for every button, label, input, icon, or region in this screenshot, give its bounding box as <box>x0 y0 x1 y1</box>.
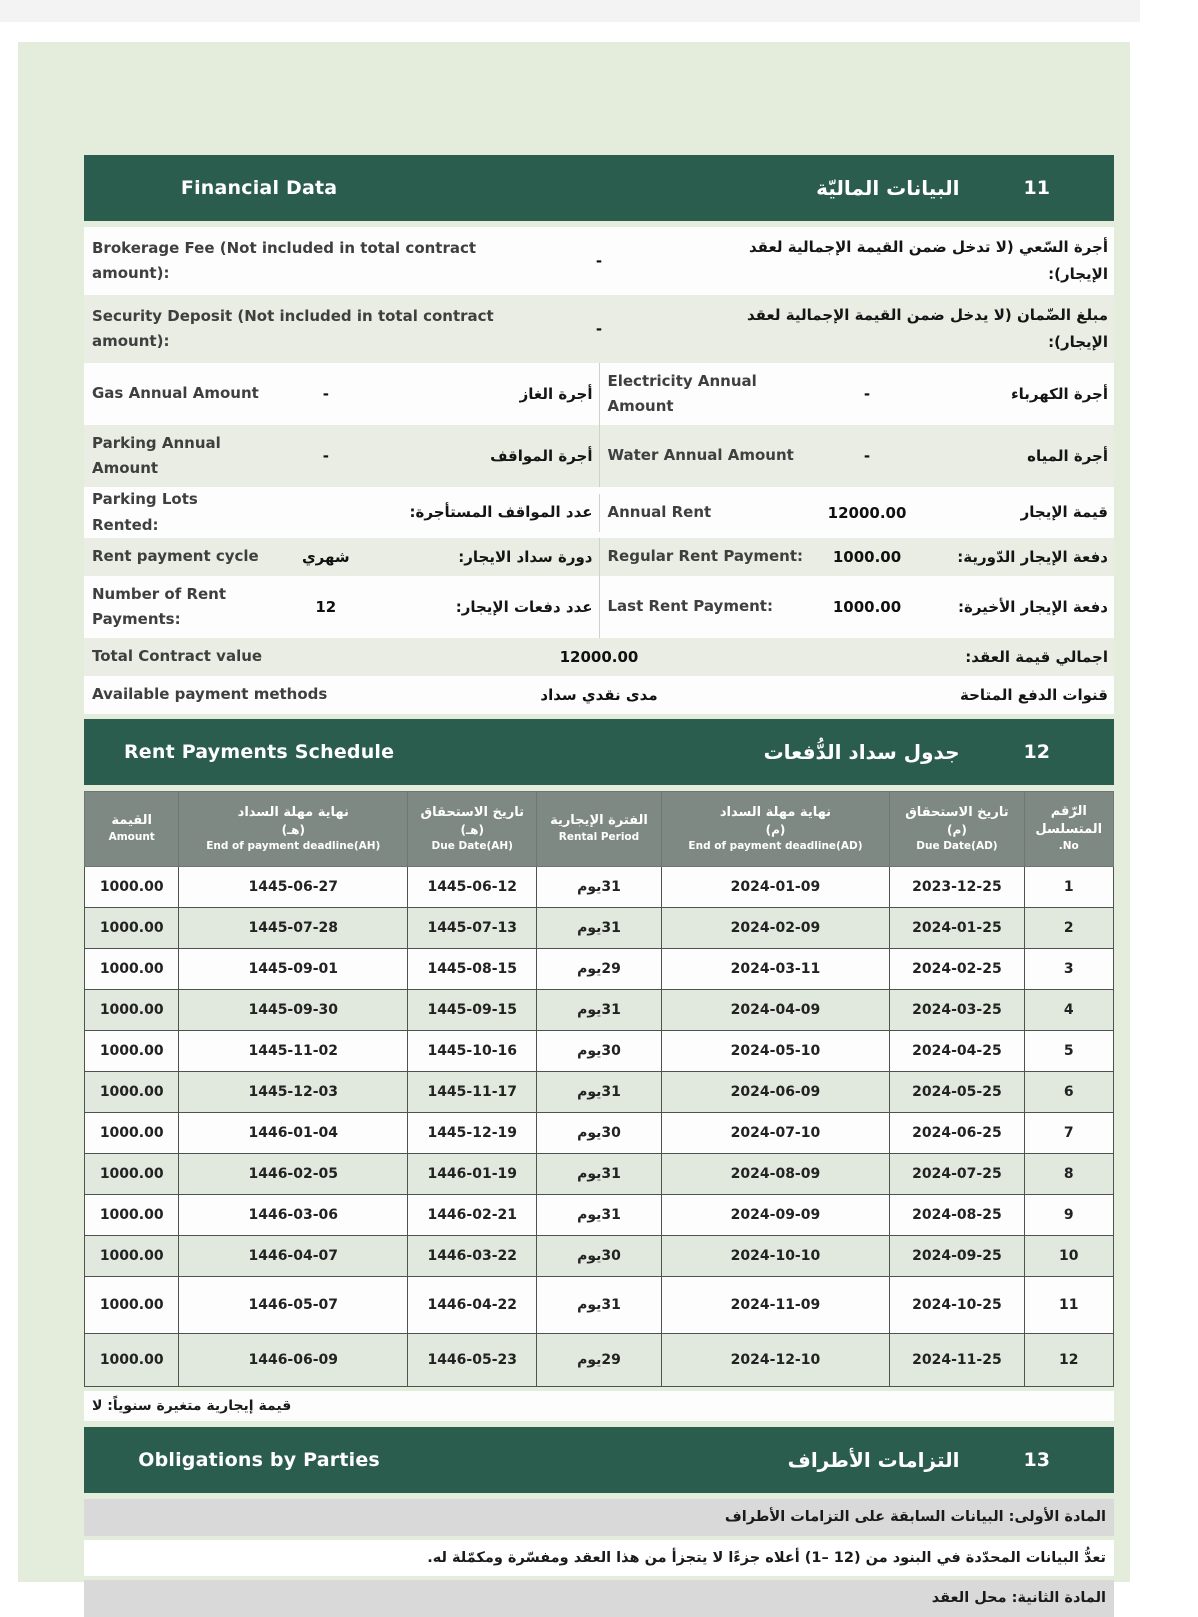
row-half-right <box>599 538 1115 576</box>
rent-payments-table <box>84 791 1114 1387</box>
deadline-ad-cell: 2024-06-09 <box>661 1072 890 1113</box>
column-header-ar: الرّقم المتسلسل <box>1035 803 1103 838</box>
amount-cell: 1000.00 <box>85 908 179 949</box>
field-value: - <box>595 252 603 270</box>
amount-cell: 1000.00 <box>85 1277 179 1334</box>
field-label-en: Water Annual Amount <box>607 446 794 465</box>
deadline-ad-cell: 2024-04-09 <box>661 990 890 1031</box>
rental-period-cell: 31يوم <box>537 1154 661 1195</box>
section-number: 13 <box>1023 1449 1050 1471</box>
table-column-header <box>408 792 537 867</box>
table-column-header <box>85 792 179 867</box>
payment-row <box>85 908 1114 949</box>
serial-no-cell: 10 <box>1024 1236 1113 1277</box>
field-label-ar: أجرة السّعي (لا تدخل ضمن القيمة الإجمالية لعقد الإيجار): <box>748 238 1108 283</box>
deadline-ah-cell: 1445-12-03 <box>179 1072 408 1113</box>
row-half-left <box>84 363 599 425</box>
field-label-en: Gas Annual Amount <box>92 384 259 403</box>
serial-no-cell: 6 <box>1024 1072 1113 1113</box>
section-title-ar: البيانات الماليّة <box>816 176 960 200</box>
row-half-right <box>599 363 1115 425</box>
rental-period-cell: 31يوم <box>537 1072 661 1113</box>
field-value: 1000.00 <box>832 548 902 566</box>
amount-cell: 1000.00 <box>85 1334 179 1387</box>
deadline-ah-cell: 1446-01-04 <box>179 1113 408 1154</box>
financial-data-rows <box>84 227 1114 714</box>
column-header-en: Due Date(AH) <box>431 839 513 852</box>
amount-cell: 1000.00 <box>85 1031 179 1072</box>
deadline-ah-cell: 1445-11-02 <box>179 1031 408 1072</box>
field-value: 12000.00 <box>559 648 639 666</box>
deadline-ad-cell: 2024-12-10 <box>661 1334 890 1387</box>
column-header-ar: القيمة <box>111 813 152 829</box>
due-date-ah-cell: 1445-08-15 <box>408 949 537 990</box>
due-date-ah-cell: 1446-05-23 <box>408 1334 537 1387</box>
field-label-en: Electricity Annual Amount <box>607 371 757 415</box>
column-header-calendar: (هـ) <box>460 822 484 837</box>
deadline-ad-cell: 2024-01-09 <box>661 867 890 908</box>
field-value: - <box>595 320 603 338</box>
column-header-calendar: (م) <box>765 822 786 837</box>
column-header-ar: تاريخ الاستحقاق <box>905 804 1009 820</box>
deadline-ah-cell: 1445-09-30 <box>179 990 408 1031</box>
field-label-en: Rent payment cycle <box>92 547 259 566</box>
payment-row <box>85 1072 1114 1113</box>
field-label-en: Annual Rent <box>607 502 712 521</box>
table-column-header <box>537 792 661 867</box>
field-value: مدى نقدي سداد <box>540 686 658 704</box>
due-date-ah-cell: 1446-03-22 <box>408 1236 537 1277</box>
deadline-ah-cell: 1445-07-28 <box>179 908 408 949</box>
deadline-ah-cell: 1446-02-05 <box>179 1154 408 1195</box>
field-value: - <box>863 447 871 465</box>
deadline-ah-cell: 1445-06-27 <box>179 867 408 908</box>
section-title-en: Obligations by Parties <box>138 1449 380 1471</box>
serial-no-cell: 11 <box>1024 1277 1113 1334</box>
due-date-ah-cell: 1446-04-22 <box>408 1277 537 1334</box>
section-header-obligations <box>84 1427 1114 1493</box>
financial-row <box>84 576 1114 638</box>
deadline-ad-cell: 2024-02-09 <box>661 908 890 949</box>
field-label-ar: أجرة الغاز <box>519 384 593 403</box>
payment-row <box>85 1195 1114 1236</box>
table-column-header <box>179 792 408 867</box>
field-label-en: Number of Rent Payments: <box>92 584 227 628</box>
financial-row <box>84 538 1114 576</box>
due-date-ad-cell: 2024-04-25 <box>890 1031 1024 1072</box>
rental-period-cell: 31يوم <box>537 990 661 1031</box>
field-label-en: Parking Annual Amount <box>92 433 221 477</box>
table-column-header <box>661 792 890 867</box>
payment-row <box>85 1031 1114 1072</box>
due-date-ad-cell: 2024-08-25 <box>890 1195 1024 1236</box>
field-label-ar: عدد دفعات الإيجار: <box>455 597 593 616</box>
row-half-right <box>599 576 1115 638</box>
row-half-right <box>599 494 1115 532</box>
field-label-en: Regular Rent Payment: <box>607 547 803 566</box>
deadline-ad-cell: 2024-05-10 <box>661 1031 890 1072</box>
column-header-ar: نهاية مهلة السداد <box>719 804 832 820</box>
deadline-ah-cell: 1446-04-07 <box>179 1236 408 1277</box>
amount-cell: 1000.00 <box>85 867 179 908</box>
section-title-en: Rent Payments Schedule <box>123 741 395 763</box>
serial-no-cell: 3 <box>1024 949 1113 990</box>
due-date-ad-cell: 2024-09-25 <box>890 1236 1024 1277</box>
row-half-left <box>84 487 599 538</box>
row-half-right <box>599 425 1115 487</box>
financial-row <box>84 425 1114 487</box>
field-value: 1000.00 <box>832 598 902 616</box>
section-header-financial-data <box>84 155 1114 221</box>
due-date-ad-cell: 2024-01-25 <box>890 908 1024 949</box>
field-label-en: Brokerage Fee (Not included in total contract amount): <box>92 238 477 282</box>
amount-cell: 1000.00 <box>85 1072 179 1113</box>
field-label-ar: مبلغ الضّمان (لا يدخل ضمن القيمة الإجمالية لعقد الإيجار): <box>746 306 1108 351</box>
field-label-ar: اجمالي قيمة العقد: <box>965 647 1108 666</box>
payment-row <box>85 867 1114 908</box>
deadline-ad-cell: 2024-07-10 <box>661 1113 890 1154</box>
serial-no-cell: 4 <box>1024 990 1113 1031</box>
due-date-ad-cell: 2024-05-25 <box>890 1072 1024 1113</box>
serial-no-cell: 2 <box>1024 908 1113 949</box>
due-date-ad-cell: 2024-02-25 <box>890 949 1024 990</box>
field-label-ar: أجرة الكهرباء <box>1010 384 1108 403</box>
rent-payments-table-body <box>85 867 1114 1387</box>
field-value: - <box>322 447 329 465</box>
due-date-ah-cell: 1445-09-15 <box>408 990 537 1031</box>
column-header-en: End of payment deadline(AH) <box>206 839 381 852</box>
payment-row <box>85 949 1114 990</box>
contract-page <box>18 42 1130 1607</box>
field-label-ar: قنوات الدفع المتاحة <box>959 685 1108 704</box>
deadline-ah-cell: 1446-05-07 <box>179 1277 408 1334</box>
browser-top-strip <box>0 0 1140 22</box>
section-number: 12 <box>1023 741 1050 763</box>
deadline-ad-cell: 2024-10-10 <box>661 1236 890 1277</box>
serial-no-cell: 8 <box>1024 1154 1113 1195</box>
column-header-en: Amount <box>108 831 155 844</box>
field-value: - <box>322 385 329 403</box>
payment-row <box>85 1154 1114 1195</box>
contract-content <box>84 42 1114 1617</box>
deadline-ah-cell: 1445-09-01 <box>179 949 408 990</box>
serial-no-cell: 1 <box>1024 867 1113 908</box>
financial-row <box>84 227 1114 295</box>
field-value: 12 <box>315 598 337 616</box>
due-date-ah-cell: 1445-12-19 <box>408 1113 537 1154</box>
due-date-ad-cell: 2024-11-25 <box>890 1334 1024 1387</box>
serial-no-cell: 7 <box>1024 1113 1113 1154</box>
rental-period-cell: 31يوم <box>537 867 661 908</box>
rental-period-cell: 31يوم <box>537 908 661 949</box>
field-label-ar: أجرة المياه <box>1027 446 1108 465</box>
amount-cell: 1000.00 <box>85 1195 179 1236</box>
amount-cell: 1000.00 <box>85 1113 179 1154</box>
financial-row <box>84 295 1114 363</box>
payment-row <box>85 990 1114 1031</box>
amount-cell: 1000.00 <box>85 1236 179 1277</box>
obligation-articles <box>84 1499 1114 1617</box>
field-label-en: Last Rent Payment: <box>607 597 773 616</box>
column-header-ar: نهاية مهلة السداد <box>237 804 349 820</box>
column-header-ar: الفترة الإيجارية <box>550 813 648 829</box>
field-value: 12000.00 <box>827 503 907 522</box>
deadline-ad-cell: 2024-09-09 <box>661 1195 890 1236</box>
deadline-ad-cell: 2024-11-09 <box>661 1277 890 1334</box>
row-half-left <box>84 576 599 638</box>
section-title-ar: جدول سداد الدُّفعات <box>763 740 960 764</box>
financial-row <box>84 363 1114 425</box>
field-label-en: Total Contract value <box>92 647 263 666</box>
column-header-calendar: (م) <box>947 822 967 837</box>
financial-row <box>84 638 1114 676</box>
field-label-ar: دورة سداد الايجار: <box>458 547 593 566</box>
deadline-ad-cell: 2024-08-09 <box>661 1154 890 1195</box>
field-label-en: Security Deposit (Not included in total contract amount): <box>92 306 494 350</box>
due-date-ah-cell: 1445-11-17 <box>408 1072 537 1113</box>
column-header-en: .No <box>1058 840 1079 853</box>
obligation-article: المادة الأولى: البيانات السابقة على التزامات الأطراف <box>84 1499 1114 1536</box>
field-label-ar: عدد المواقف المستأجرة: <box>409 503 593 521</box>
amount-cell: 1000.00 <box>85 1154 179 1195</box>
due-date-ad-cell: 2024-10-25 <box>890 1277 1024 1334</box>
row-half-left <box>84 538 599 576</box>
section-title-ar: التزامات الأطراف <box>787 1448 960 1472</box>
due-date-ad-cell: 2023-12-25 <box>890 867 1024 908</box>
rental-period-cell: 29يوم <box>537 1334 661 1387</box>
payment-row <box>85 1113 1114 1154</box>
table-column-header <box>890 792 1024 867</box>
column-header-en: End of payment deadline(AD) <box>688 839 863 852</box>
financial-row <box>84 676 1114 714</box>
due-date-ah-cell: 1445-07-13 <box>408 908 537 949</box>
deadline-ah-cell: 1446-03-06 <box>179 1195 408 1236</box>
field-label-ar: قيمة الإيجار <box>1020 503 1108 521</box>
obligation-article: تعدُّ البيانات المحدّدة في البنود من ‪(1– 12)‬ أعلاه جزءًا لا يتجزأ من هذا العقد ومفسّرة ومكمّلة له. <box>84 1540 1114 1577</box>
rental-period-cell: 30يوم <box>537 1031 661 1072</box>
column-header-en: Due Date(AD) <box>916 839 998 852</box>
field-label-ar: دفعة الإيجار الدّورية: <box>957 547 1108 566</box>
field-value: - <box>863 385 871 403</box>
section-title-en: Financial Data <box>180 177 338 199</box>
field-label-ar: دفعة الإيجار الأخيرة: <box>958 597 1108 616</box>
serial-no-cell: 5 <box>1024 1031 1113 1072</box>
section-header-rent-schedule <box>84 719 1114 785</box>
due-date-ah-cell: 1446-02-21 <box>408 1195 537 1236</box>
rental-period-cell: 31يوم <box>537 1277 661 1334</box>
deadline-ah-cell: 1446-06-09 <box>179 1334 408 1387</box>
serial-no-cell: 9 <box>1024 1195 1113 1236</box>
obligation-article: المادة الثانية: محل العقد <box>84 1580 1114 1617</box>
financial-row <box>84 487 1114 538</box>
due-date-ah-cell: 1446-01-19 <box>408 1154 537 1195</box>
annual-variable-rent-note: قيمة إيجارية متغيرة سنوياً: لا <box>84 1391 1114 1421</box>
rent-payments-table-head <box>85 792 1114 867</box>
payment-row <box>85 1277 1114 1334</box>
payment-row <box>85 1236 1114 1277</box>
row-half-left <box>84 425 599 487</box>
field-label-ar: أجرة المواقف <box>490 446 593 465</box>
column-header-ar: تاريخ الاستحقاق <box>420 804 524 820</box>
section-number: 11 <box>1023 177 1050 199</box>
amount-cell: 1000.00 <box>85 949 179 990</box>
rental-period-cell: 30يوم <box>537 1113 661 1154</box>
due-date-ah-cell: 1445-06-12 <box>408 867 537 908</box>
due-date-ad-cell: 2024-06-25 <box>890 1113 1024 1154</box>
column-header-calendar: (هـ) <box>281 822 305 837</box>
field-label-en: Parking Lots Rented: <box>92 490 198 534</box>
rental-period-cell: 30يوم <box>537 1236 661 1277</box>
field-value: شهري <box>301 548 350 566</box>
rental-period-cell: 31يوم <box>537 1195 661 1236</box>
rental-period-cell: 29يوم <box>537 949 661 990</box>
deadline-ad-cell: 2024-03-11 <box>661 949 890 990</box>
amount-cell: 1000.00 <box>85 990 179 1031</box>
due-date-ad-cell: 2024-03-25 <box>890 990 1024 1031</box>
serial-no-cell: 12 <box>1024 1334 1113 1387</box>
field-label-en: Available payment methods <box>92 685 328 704</box>
table-column-header <box>1024 792 1113 867</box>
column-header-en: Rental Period <box>558 831 640 844</box>
due-date-ah-cell: 1445-10-16 <box>408 1031 537 1072</box>
payment-row <box>85 1334 1114 1387</box>
due-date-ad-cell: 2024-07-25 <box>890 1154 1024 1195</box>
